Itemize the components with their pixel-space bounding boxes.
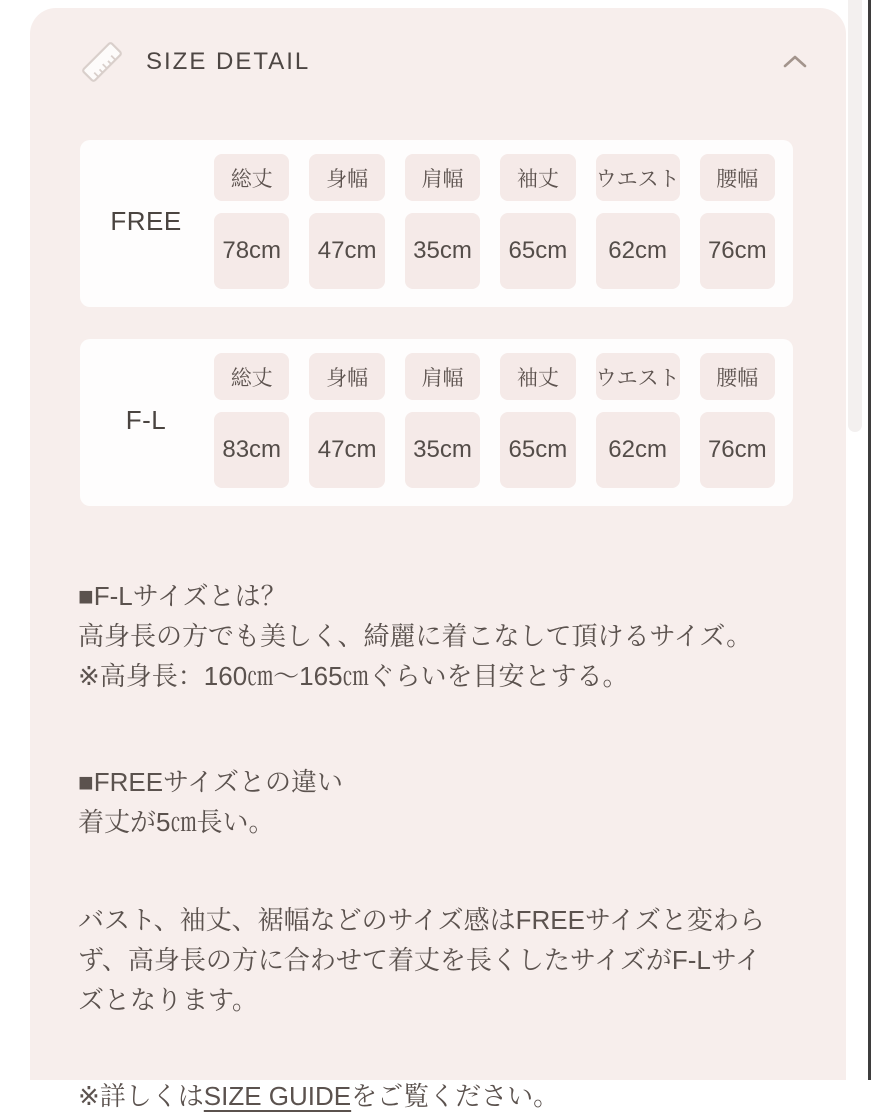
measure-header: 肩幅 xyxy=(405,154,480,201)
note-prefix: ※詳しくは xyxy=(78,1081,204,1111)
about-fl-line2: ※高身長：160㎝〜165㎝ぐらいを目安とする。 xyxy=(78,661,629,691)
measure-value: 76cm xyxy=(700,412,775,488)
scrollbar-thumb[interactable] xyxy=(848,0,862,432)
note-suffix: をご覧ください。 xyxy=(351,1081,560,1111)
measure-value: 47cm xyxy=(309,412,384,488)
size-detail-accordion-header[interactable] xyxy=(30,36,846,88)
size-table-free xyxy=(80,140,793,307)
measure-value: 78cm xyxy=(214,213,289,289)
measure-header: 身幅 xyxy=(309,353,384,400)
about-fl-section xyxy=(30,576,846,696)
measure-header: 腰幅 xyxy=(700,353,775,400)
measure-value: 65cm xyxy=(500,213,575,289)
size-detail-panel xyxy=(30,8,846,1111)
size-label: FREE xyxy=(110,206,182,236)
free-difference-line1: 着丈が5㎝長い。 xyxy=(78,807,275,837)
measure-value: 47cm xyxy=(309,213,384,289)
measure-header: 袖丈 xyxy=(500,154,575,201)
measure-value: 62cm xyxy=(596,412,680,488)
measure-header: 肩幅 xyxy=(405,353,480,400)
measure-value: 35cm xyxy=(405,412,480,488)
measure-value: 65cm xyxy=(500,412,575,488)
measure-header: ウエスト xyxy=(596,353,680,400)
measure-header: ウエスト xyxy=(596,154,680,201)
size-comparison-paragraph: バスト、袖丈、裾幅などのサイズ感はFREEサイズと変わらず、高身長の方に合わせて着丈を長くしたサイズがF-Lサイズとなります。 xyxy=(78,905,765,1015)
measure-header: 総丈 xyxy=(214,154,289,201)
size-guide-note xyxy=(30,1076,846,1116)
measure-value: 83cm xyxy=(214,412,289,488)
measure-value: 76cm xyxy=(700,213,775,289)
ruler-icon xyxy=(78,38,126,86)
measure-header: 身幅 xyxy=(309,154,384,201)
size-label: F-L xyxy=(125,405,167,435)
measure-header: 袖丈 xyxy=(500,353,575,400)
free-difference-section xyxy=(30,762,846,842)
free-difference-heading: ■FREEサイズとの違い xyxy=(78,767,343,797)
measure-value: 35cm xyxy=(405,213,480,289)
size-table-fl xyxy=(80,339,793,506)
section-title: SIZE DETAIL xyxy=(146,48,311,75)
chevron-up-icon[interactable] xyxy=(782,53,808,71)
measure-value: 62cm xyxy=(596,213,680,289)
about-fl-heading: ■F-Lサイズとは？ xyxy=(78,581,287,611)
size-guide-link[interactable]: SIZE GUIDE xyxy=(203,1081,352,1111)
measure-header: 総丈 xyxy=(214,353,289,400)
about-fl-line1: 高身長の方でも美しく、綺麗に着こなして頂けるサイズ。 xyxy=(78,621,753,651)
measure-header: 腰幅 xyxy=(700,154,775,201)
